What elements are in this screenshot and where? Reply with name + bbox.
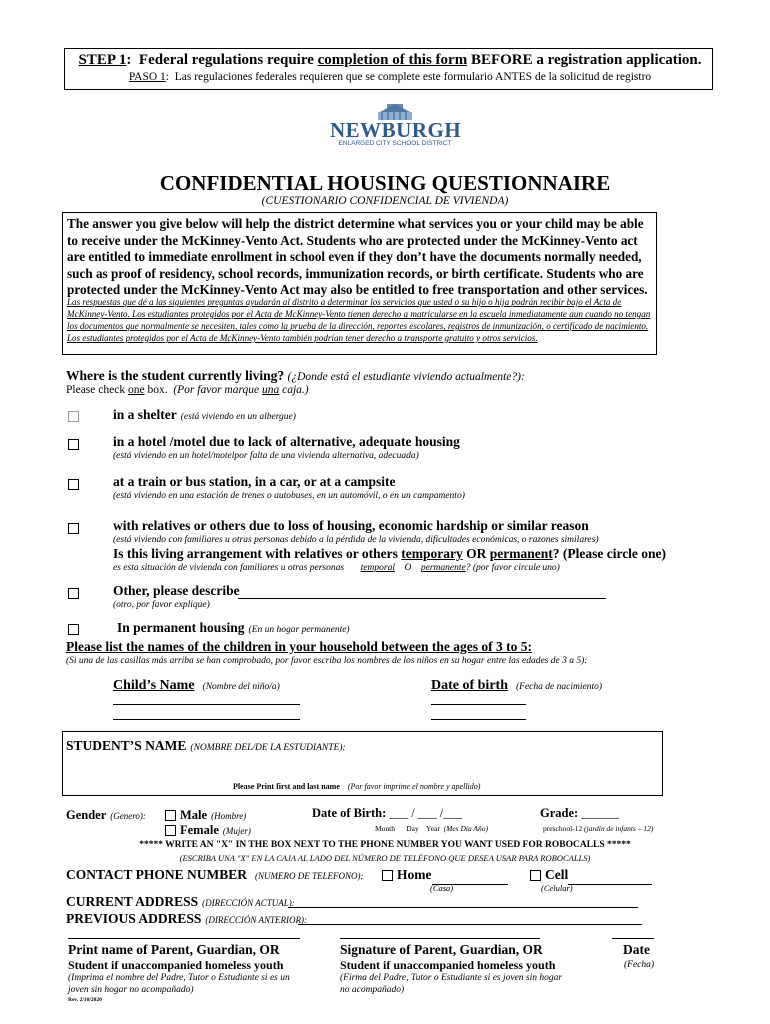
shelter-label: in a shelter: [113, 407, 177, 422]
gender-label-line: [66, 806, 146, 824]
train-label-es: (está viviendo en una estación de trenes o autobuses, en un automóvil, o en un campamento): [113, 491, 465, 501]
student-name-box[interactable]: [62, 731, 663, 796]
logo-name: NEWBURGH: [330, 118, 462, 142]
check-es-pre: (Por favor marque: [173, 384, 262, 396]
shelter-label-es: (está viviendo en un albergue): [180, 412, 296, 422]
previous-address-label: PREVIOUS ADDRESS: [66, 911, 202, 926]
temporary-option[interactable]: temporary: [401, 546, 463, 561]
current-address-label-es: (DIRECCIÓN ACTUAL):: [202, 898, 295, 908]
relatives-label: with relatives or others due to loss of housing, economic hardship or similar reason: [113, 518, 589, 533]
child-name-label-es: (Nombre del niño/a): [202, 682, 280, 692]
intro-text-es: Las respuestas que dé a las siguientes preguntas ayudarán al distrito a determinar los servicios que usted o su hijo o hija podrán recibir bajo el Acta de McKinney-Vento. Los estudiantes protegidos por el Acta de McKinney-Vento tienen derecho a matricularse en la escuela inmediatamente aun cuando no tengan los documentos que normalmente se necesiten, tales como la prueba de la dirección, reportes escolares, registros de inmunización, o certificado de nacimiento. Los estudiantes protegidos por el Acta de McKinney-Vento también podrían tener derecho a transporte gratuito y otros servicios.: [67, 297, 651, 343]
dob-year: Year: [426, 824, 440, 833]
dob-field[interactable]: ___ / ___ /___: [389, 806, 462, 820]
cell-phone-checkbox[interactable]: [530, 870, 541, 881]
child-name-label: Child’s Name: [113, 678, 195, 693]
grade-label: Grade:: [540, 806, 579, 820]
student-name-label: STUDENT’S NAME: [66, 738, 187, 753]
intro-text-en: The answer you give below will help the district determine what services you or your child may be able to receive under the McKinney-Vento Act. Students who are protected under the McKinney-Vento act are entitled to immediate enrollment in school even if they don’t have the documents normally needed, such as proof of residency, school records, immunization records, or birth certificate. Students who are protected under the McKinney-Vento Act may also be entitled to free transportation and other services.: [67, 216, 648, 297]
home-phone-checkbox[interactable]: [382, 870, 393, 881]
hotel-label-es: (está viviendo en un hotel/motelpor falta de una vivienda alternativa, adecuada): [113, 451, 419, 461]
revision-date: Rev. 2/10/2020: [68, 997, 102, 1003]
previous-address-label-es: (DIRECCIÓN ANTERIOR):: [205, 915, 307, 925]
child-dob-label-es: (Fecha de nacimiento): [516, 682, 602, 692]
signature-label: Signature of Parent, Guardian, OR: [340, 942, 543, 957]
arrangement-or: OR: [462, 546, 490, 561]
print-note-en: Please Print first and last name: [233, 782, 340, 791]
relatives-checkbox[interactable]: [68, 523, 79, 534]
dob-line[interactable]: [312, 806, 462, 821]
question-line: [66, 368, 525, 384]
dob-sub-es: (Mes Día Año): [443, 824, 489, 833]
previous-address-field[interactable]: [298, 910, 642, 925]
gender-label: Gender: [66, 808, 107, 822]
grade-range-es: (jardín de infants – 12): [584, 824, 654, 833]
other-checkbox[interactable]: [68, 588, 79, 599]
arrangement-pre: Is this living arrangement with relatives or others: [113, 546, 402, 561]
temporal-option[interactable]: temporal: [360, 563, 395, 573]
female-checkbox[interactable]: [165, 825, 176, 836]
contact-label-es: (NUMERO DE TELEFONO):: [255, 871, 364, 881]
district-logo: [330, 100, 460, 150]
step-line-en: STEP 1: Federal regulations require completion of this form BEFORE a registration application.: [78, 52, 702, 68]
permanent-option[interactable]: permanent: [489, 546, 553, 561]
question-es: (¿Donde está el estudiante viviendo actualmente?):: [287, 371, 525, 383]
step-text-underlined: completion of this form: [317, 52, 468, 68]
current-address-label: CURRENT ADDRESS: [66, 894, 199, 909]
print-name-label: Print name of Parent, Guardian, OR: [68, 942, 280, 957]
child-dob-header: [431, 676, 602, 694]
step-label: STEP 1: [78, 52, 127, 68]
signature-field[interactable]: [340, 938, 540, 939]
cell-label-es: (Celular): [541, 883, 573, 893]
shelter-checkbox[interactable]: [68, 411, 79, 422]
child-dob-field-2[interactable]: [431, 709, 526, 720]
signature-sub: Student if unaccompanied homeless youth: [340, 958, 556, 972]
dob-month: Month: [375, 824, 396, 833]
hotel-label: in a hotel /motel due to lack of alternative, adequate housing: [113, 434, 460, 449]
current-address-line: [66, 893, 295, 911]
children-heading: Please list the names of the children in your household between the ages of 3 to 5:: [66, 639, 532, 654]
female-label-es: (Mujer): [222, 826, 251, 836]
arrangement-es-post: ? (por favor circule uno): [465, 563, 560, 573]
robocall-instruction: ***** WRITE AN "X" IN THE BOX NEXT TO THE PHONE NUMBER YOU WANT USED FOR ROBOCALLS *****: [139, 840, 631, 850]
other-label: Other, please describe: [113, 583, 240, 598]
contact-label-line: [66, 866, 364, 884]
permanente-option[interactable]: permanente: [420, 563, 466, 573]
option-shelter: [113, 406, 296, 424]
previous-address-line: [66, 910, 307, 928]
check-es-post: caja.): [279, 384, 309, 396]
dob-sub: [375, 824, 488, 833]
grade-sub: [543, 824, 653, 833]
male-label: Male: [180, 808, 208, 822]
children-heading-es: (Si una de las casillas más arriba se han comprobado, por favor escriba los nombres de los niños en su hogar entre las edades de 3 a 5):: [66, 656, 588, 666]
contact-label: CONTACT PHONE NUMBER: [66, 867, 248, 882]
date-label: Date: [623, 942, 650, 957]
grade-line[interactable]: [540, 806, 619, 821]
print-name-sub: Student if unaccompanied homeless youth: [68, 958, 284, 972]
check-post: box.: [144, 384, 168, 396]
check-es-u: una: [262, 384, 280, 396]
logo-subtitle: ENLARGED CITY SCHOOL DISTRICT: [338, 140, 452, 147]
question-en: Where is the student currently living?: [66, 368, 285, 383]
female-label: Female: [180, 823, 219, 837]
child-dob-label: Date of birth: [431, 678, 508, 693]
home-label: Home: [397, 867, 432, 882]
dob-day: Day: [406, 824, 419, 833]
child-dob-field-1[interactable]: [431, 694, 526, 705]
print-note-es: (Por favor imprime el nombre y apellido): [347, 782, 481, 791]
male-checkbox[interactable]: [165, 810, 176, 821]
student-name-label-line: [66, 737, 346, 755]
child-name-header: [113, 676, 280, 694]
arrangement-es-pre: es esta situación de vivienda con familiares u otras personas: [113, 563, 345, 573]
intro-box: [62, 212, 657, 355]
relatives-label-es: (está viviendo con familiares u otras personas debido a la pérdida de la vivienda, dificultades económicas, o razones similares): [113, 535, 599, 545]
arrangement-post: ? (Please circle one): [552, 546, 667, 561]
child-name-field-2[interactable]: [113, 709, 300, 720]
train-label: at a train or bus station, in a car, or at a campsite: [113, 474, 396, 489]
arrangement-es-o: O: [404, 563, 412, 573]
option-permanent: [117, 619, 350, 637]
cell-label: Cell: [545, 867, 569, 882]
step-box: [64, 48, 713, 90]
step-text-pre: Federal regulations require: [138, 52, 318, 68]
check-pre: Please check: [66, 384, 128, 396]
dob-label: Date of Birth:: [312, 806, 387, 820]
print-name-es: (Imprima el nombre del Padre, Tutor o Estudiante si es un joven sin hogar no acompañado): [68, 973, 290, 995]
gender-label-es: (Genero):: [110, 811, 146, 821]
paso-text: Las regulaciones federales requieren que se complete este formulario ANTES de la solicitud de registro: [174, 71, 652, 83]
home-label-es: (Casa): [430, 883, 454, 893]
print-name-field[interactable]: [68, 938, 300, 939]
page-title: CONFIDENTIAL HOUSING QUESTIONNAIRE: [159, 171, 611, 195]
step-text-post: BEFORE a registration application.: [467, 52, 702, 68]
student-name-label-es: (NOMBRE DEL/DE LA ESTUDIANTE):: [190, 743, 346, 753]
print-note: [233, 782, 480, 791]
step-line-es: PASO 1: Las regulaciones federales requieren que se complete este formulario ANTES de la solicitud de registro: [128, 71, 652, 83]
grade-range: preschool-12: [543, 824, 583, 833]
other-label-es: (otro, por favor explique): [113, 600, 210, 610]
date-field[interactable]: [612, 938, 654, 939]
permanent-label: In permanent housing: [117, 620, 245, 635]
grade-field[interactable]: ______: [581, 806, 619, 820]
check-one: one: [127, 384, 145, 396]
date-label-es: (Fecha): [624, 960, 655, 970]
female-option[interactable]: [165, 821, 251, 839]
other-description-field[interactable]: [238, 584, 606, 599]
current-address-field[interactable]: [288, 893, 638, 908]
cell-phone-field[interactable]: [568, 866, 652, 885]
paso-label: PASO 1: [128, 71, 166, 83]
permanent-label-es: (En un hogar permanente): [248, 625, 350, 635]
male-label-es: (Hombre): [211, 811, 247, 821]
arrangement-question: [113, 546, 666, 562]
child-name-field-1[interactable]: [113, 694, 300, 705]
check-instruction: [66, 384, 309, 396]
robocall-instruction-es: (ESCRIBA UNA "X" EN LA CAJA AL LADO DEL NÚMERO DE TELÉFONO QUE DESEA USAR PARA ROBOCALLS): [179, 853, 591, 863]
arrangement-question-es: [113, 563, 560, 573]
permanent-checkbox[interactable]: [68, 624, 79, 635]
train-checkbox[interactable]: [68, 479, 79, 490]
hotel-checkbox[interactable]: [68, 439, 79, 450]
signature-es: (Firma del Padre, Tutor o Estudiante si es joven sin hogar no acompañado): [340, 973, 563, 995]
page-subtitle: (CUESTIONARIO CONFIDENCIAL DE VIVIENDA): [261, 195, 509, 207]
